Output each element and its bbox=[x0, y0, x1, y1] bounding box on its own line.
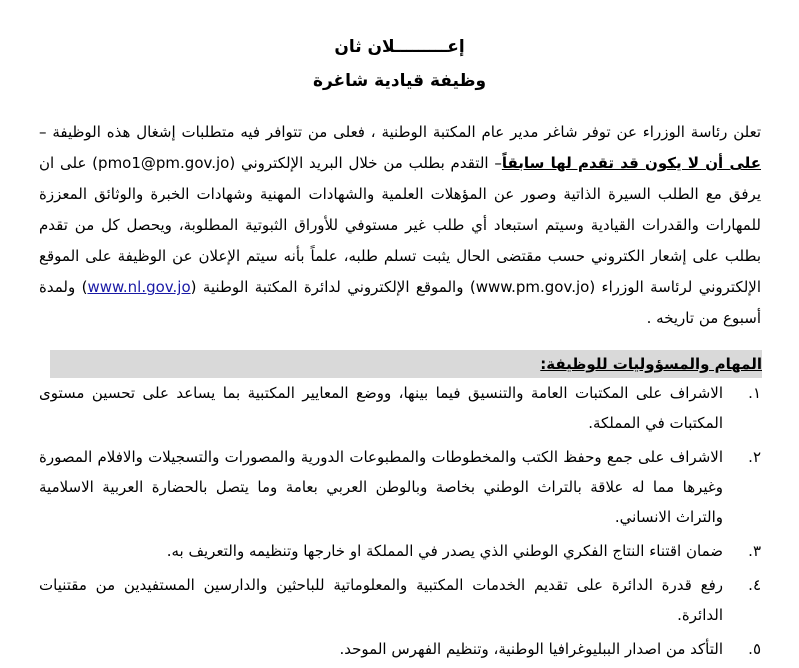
list-item-number: ٣. bbox=[748, 542, 761, 560]
section-header-bar bbox=[50, 350, 762, 378]
list-item-text: الاشراف على المكتبات العامة والتنسيق فيما بينها، ووضع المعايير المكتبية بما يساعد على تحسين مستوى المكتبات في المملكة. bbox=[39, 384, 723, 432]
nl-website-link[interactable]: www.nl.gov.jo bbox=[87, 278, 191, 296]
list-item-number: ١. bbox=[748, 384, 761, 402]
intro-text-2: – التقدم بطلب من خلال البريد الإلكتروني ( bbox=[229, 154, 502, 172]
list-item bbox=[39, 634, 761, 664]
list-item bbox=[39, 570, 761, 630]
intro-text-4: ) والموقع الإلكتروني لدائرة المكتبة الوطنية ( bbox=[190, 278, 476, 296]
list-item-text: الاشراف على جمع وحفظ الكتب والمخطوطات والمطبوعات الدورية والمصورات والتسجيلات والافلام المصورة وغيرها مما له علاقة بالتراث الوطني بخاصة وبالوطن العربي بعامة وما يتصل بالحضارة العربية الاسلامية والتراث الانساني. bbox=[39, 448, 723, 526]
pm-website: www.pm.gov.jo bbox=[475, 278, 590, 296]
list-item-number: ٢. bbox=[748, 448, 761, 466]
list-item-text: ضمان اقتناء النتاج الفكري الوطني الذي يصدر في المملكة او خارجها وتنظيمه والتعريف به. bbox=[166, 542, 723, 560]
announcement-subtitle: وظيفة قيادية شاغرة bbox=[312, 71, 487, 91]
list-item bbox=[39, 378, 761, 438]
intro-text-3: ) على ان يرفق مع الطلب السيرة الذاتية وصور عن المؤهلات العلمية والشهادات المهنية وشهادات الخبرة والوثائق المعززة للمهارات والقدرات القيادية وسيتم استبعاد أي طلب غير مستوفي للأوراق الثبوتية المطلوبة، ويحصل كل من تقدم بطلب على إشعار الكتروني حسب مقتضى الحال يثبت تسلم طلبه، علماً بأنه سيتم الإعلان عن الوظيفة على الموقع الإلكتروني لرئاسة الوزراء ( bbox=[39, 154, 761, 296]
list-item-number: ٥. bbox=[748, 640, 761, 658]
intro-text-5: ) ولمدة أسبوع من تاريخه . bbox=[39, 278, 761, 327]
intro-paragraph bbox=[39, 117, 761, 334]
list-item bbox=[39, 442, 761, 532]
section-title: المهام والمسؤوليات للوظيفة: bbox=[540, 355, 762, 373]
list-item-text: التأكد من اصدار الببليوغرافيا الوطنية، وتنظيم الفهرس الموحد. bbox=[339, 640, 723, 658]
email-address: pmo1@pm.gov.jo bbox=[98, 154, 230, 172]
list-item-text: رفع قدرة الدائرة على تقديم الخدمات المكتبية والمعلوماتية للباحثين والدارسين المستفيدين من مقتنيات الدائرة. bbox=[39, 576, 723, 624]
list-item bbox=[39, 536, 761, 566]
intro-emphasis: على أن لا يكون قد تقدم لها سابقاً bbox=[501, 154, 761, 172]
announcement-title: إعـــــــــلان ثان bbox=[334, 37, 465, 57]
tasks-list bbox=[39, 378, 761, 668]
list-item-number: ٤. bbox=[748, 576, 761, 594]
intro-text-1: تعلن رئاسة الوزراء عن توفر شاغر مدير عام المكتبة الوطنية ، فعلى من تتوافر فيه متطلبات إشغال هذه الوظيفة – bbox=[39, 123, 761, 141]
